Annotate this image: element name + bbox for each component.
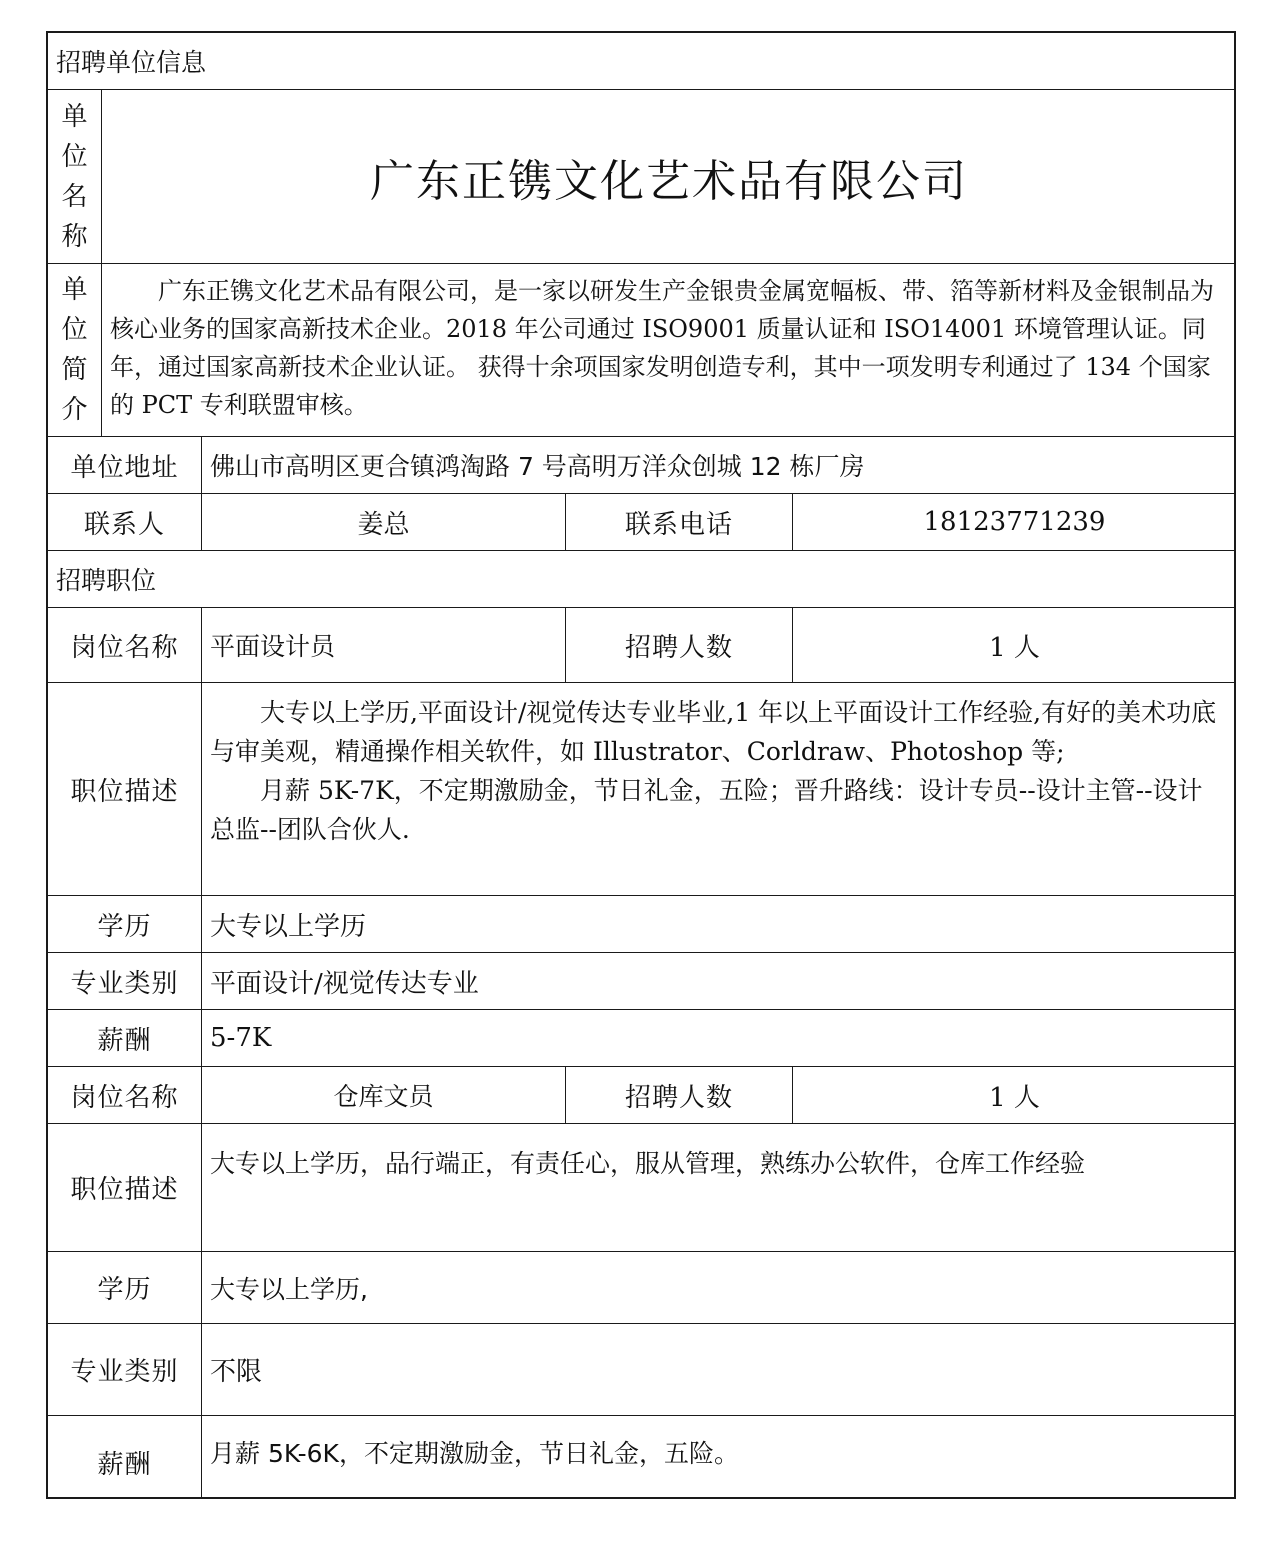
- address-value: 佛山市高明区更合镇鸿淘路 7 号高明万洋众创城 12 栋厂房: [201, 437, 1236, 493]
- job1-desc-label: 职位描述: [70, 776, 179, 807]
- company-intro-row: [48, 264, 1234, 437]
- job2-edu: 大专以上学历,: [201, 1252, 1236, 1323]
- job1-desc-paragraph: 大专以上学历,平面设计/视觉传达专业毕业,1 年以上平面设计工作经验,有好的美术功底与审美观，精通操作相关软件，如 Illustrator、Corldraw、Photoshop 等;: [210, 698, 1217, 766]
- job2-desc-paragraph: 大专以上学历，品行端正，有责任心，服从管理，熟练办公软件，仓库工作经验: [210, 1149, 1086, 1178]
- company-intro-label: [48, 264, 101, 436]
- unit-section-title: 招聘单位信息: [56, 48, 207, 77]
- job1-edu-row: [48, 896, 1234, 953]
- job2-count-label: 招聘人数: [565, 1067, 792, 1123]
- label-char: 单: [61, 275, 88, 305]
- job1-desc-paragraph: 月薪 5K-7K，不定期激励金，节日礼金，五险；晋升路线：设计专员--设计主管--设计总监--团队合伙人.: [210, 776, 1203, 844]
- label-char: 位: [61, 141, 88, 172]
- job2-salary-label: 薪酬: [97, 1450, 152, 1480]
- job1-title: 平面设计员: [201, 608, 565, 682]
- job1-major-row: [48, 953, 1234, 1010]
- job2-salary-row: [48, 1416, 1234, 1499]
- job2-major-label: 专业类别: [70, 1357, 179, 1387]
- job2-major: 不限: [201, 1324, 1236, 1415]
- job2-edu-row: [48, 1252, 1234, 1324]
- company-intro-text: 广东正镌文化艺术品有限公司，是一家以研发生产金银贵金属宽幅板、带、箔等新材料及金银制品为核心业务的国家高新技术企业。2018 年公司通过 ISO9001 质量认证和 ISO14001 环境管理认证。同年，通过国家高新技术企业认证。 获得十余项国家发明创造专利，其中一项发明专利通过了 134 个国家的 PCT 专利联盟审核。: [110, 277, 1214, 419]
- company-name: 广东正镌文化艺术品有限公司: [101, 90, 1236, 263]
- job2-title: 仓库文员: [201, 1067, 565, 1123]
- job1-salary: 5-7K: [201, 1010, 1236, 1066]
- recruitment-table: [46, 31, 1236, 1499]
- company-name-label: [48, 90, 101, 263]
- job1-count: 1 人: [792, 608, 1236, 682]
- job2-salary: 月薪 5K-6K，不定期激励金，节日礼金，五险。: [201, 1416, 1236, 1499]
- job2-major-row: [48, 1324, 1234, 1416]
- job2-desc: [201, 1124, 1236, 1251]
- job1-major: 平面设计/视觉传达专业: [201, 953, 1236, 1009]
- job2-title-row: [48, 1067, 1234, 1124]
- address-row: [48, 437, 1234, 494]
- contact-label: 联系人: [83, 509, 165, 540]
- job1-count-label: 招聘人数: [565, 608, 792, 682]
- jobs-section-title: 招聘职位: [56, 566, 157, 595]
- job1-title-label: 岗位名称: [70, 632, 179, 663]
- job1-desc: [201, 683, 1236, 895]
- job1-salary-label: 薪酬: [97, 1025, 152, 1056]
- company-name-row: [48, 90, 1234, 264]
- address-label: 单位地址: [70, 452, 179, 483]
- job1-title-row: [48, 608, 1234, 683]
- job1-edu-label: 学历: [97, 911, 152, 942]
- contact-value: 姜总: [201, 494, 565, 550]
- job2-desc-label: 职位描述: [70, 1175, 179, 1205]
- phone-value: 18123771239: [792, 494, 1236, 550]
- contact-row: [48, 494, 1234, 551]
- label-char: 位: [61, 315, 88, 345]
- job2-count: 1 人: [792, 1067, 1236, 1123]
- label-char: 简: [61, 355, 88, 385]
- job2-desc-row: [48, 1124, 1234, 1252]
- label-char: 名: [61, 181, 88, 212]
- jobs-section-header: [48, 551, 1234, 608]
- job2-edu-label: 学历: [97, 1275, 152, 1305]
- label-char: 称: [61, 221, 88, 252]
- unit-section-header: [48, 33, 1234, 90]
- job1-major-label: 专业类别: [70, 968, 179, 999]
- job1-salary-row: [48, 1010, 1234, 1067]
- company-intro: [101, 264, 1236, 436]
- job1-edu: 大专以上学历: [201, 896, 1236, 952]
- label-char: 单: [61, 101, 88, 132]
- label-char: 介: [61, 395, 88, 425]
- job2-title-label: 岗位名称: [70, 1082, 179, 1113]
- job1-desc-row: [48, 683, 1234, 896]
- phone-label: 联系电话: [565, 494, 792, 550]
